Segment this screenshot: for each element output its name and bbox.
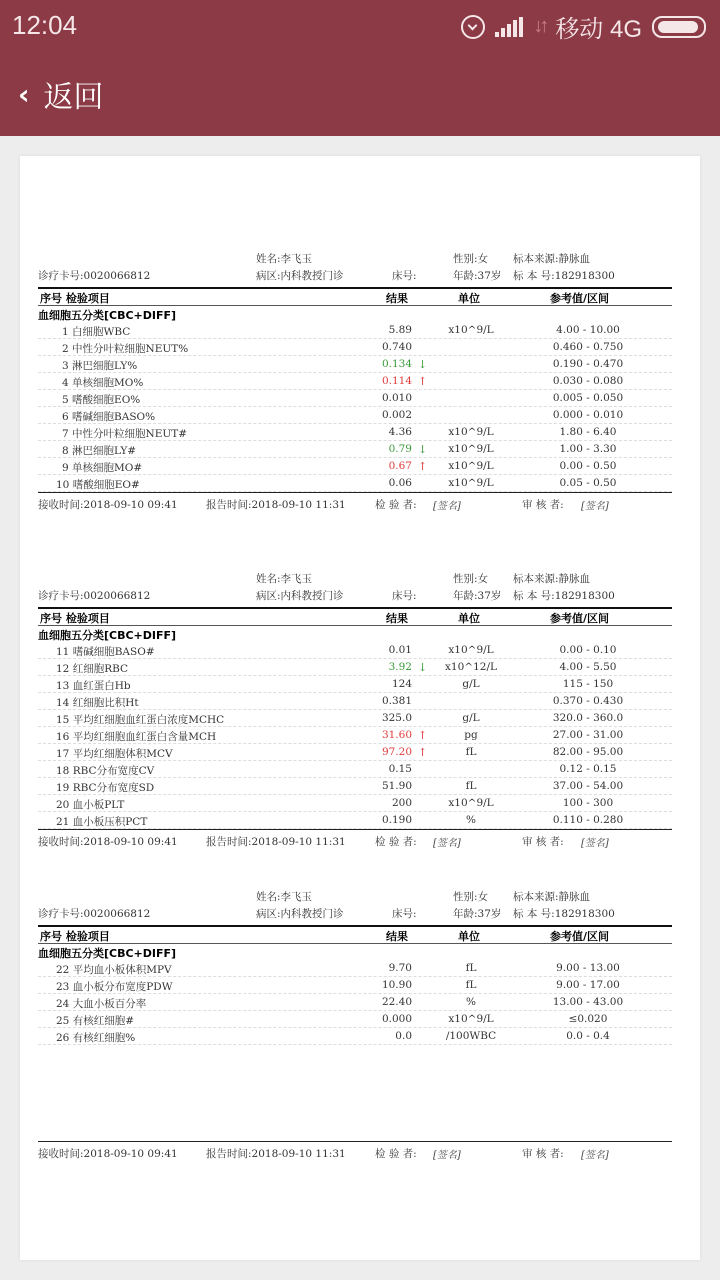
row-item [56,996,356,1011]
row-name: 血小板分布宽度PDW [72,981,173,993]
row-result: 0.000 [381,1013,412,1025]
reviewer-signature: [签名] [581,501,609,512]
specimen-number: 标 本 号:182918300 [513,908,615,920]
row-number: 4 [62,377,69,389]
row-item [62,392,362,407]
row-unit: g/L [462,712,480,724]
ward: 病区:内科教授门诊 [256,908,344,920]
row-item [56,661,356,676]
specimen-source: 标本来源:静脉血 [513,253,591,265]
table-row [38,390,672,407]
row-number: 15 [56,714,70,726]
table-row [38,373,672,390]
report-footer [38,1142,672,1162]
nav-bar [0,50,720,136]
table-row [38,761,672,778]
bed-number: 床号: [392,590,417,602]
tester-signature: [签名] [433,501,461,512]
table-row [38,676,672,693]
group-title: 血细胞五分类[CBC+DIFF] [38,947,177,960]
row-reference: 115 - 150 [562,678,614,690]
row-number: 23 [56,981,70,993]
row-name: 有核红细胞# [72,1015,135,1027]
bed-number: 床号: [392,908,417,920]
row-result: 325.0 [381,712,412,724]
row-item [56,695,356,710]
report-time: 报告时间:2018-09-10 11:31 [206,836,346,848]
row-item [56,678,356,693]
table-row [38,710,672,727]
data-arrows-icon: ↓↑ [533,15,546,37]
row-unit: fL [465,962,477,974]
row-number: 12 [56,663,70,675]
report-time: 报告时间:2018-09-10 11:31 [206,1148,346,1160]
row-result: 0.002 [381,409,412,421]
report-time: 报告时间:2018-09-10 11:31 [206,499,346,511]
result-rows [38,642,672,829]
row-number: 5 [62,394,69,406]
row-unit: /100WBC [445,1030,497,1042]
report-footer [38,830,672,850]
row-number: 11 [56,646,70,658]
arrow-up-icon: ↑ [418,746,428,759]
col-item: 序号 检验项目 [40,930,110,943]
row-name: RBC分布宽度CV [72,765,155,777]
arrow-down-icon: ↓ [418,358,428,371]
row-name: 嗜酸细胞EO% [72,394,141,406]
col-item: 序号 检验项目 [40,292,110,305]
row-item [56,979,356,994]
card-number: 诊疗卡号:0020066812 [38,590,151,602]
table-row [38,475,672,492]
table-row [38,1028,672,1045]
row-number: 1 [62,326,69,338]
row-item [62,324,362,339]
row-item [56,797,356,812]
row-reference: 82.00 - 95.00 [552,746,624,758]
specimen-number: 标 本 号:182918300 [513,590,615,602]
group-title: 血细胞五分类[CBC+DIFF] [38,309,177,322]
row-result: 0.06 [388,477,412,489]
card-number: 诊疗卡号:0020066812 [38,908,151,920]
patient-gender: 性别:女 [453,253,489,265]
col-unit: 单位 [458,930,480,943]
table-row [38,458,672,475]
row-name: 嗜碱细胞BASO% [72,411,156,423]
patient-header [38,571,672,607]
table-row [38,424,672,441]
row-number: 24 [56,998,70,1010]
ward: 病区:内科教授门诊 [256,270,344,282]
col-unit: 单位 [458,612,480,625]
patient-name: 姓名:李飞玉 [256,891,313,903]
patient-header [38,889,672,925]
arrow-up-icon: ↑ [418,460,428,473]
table-row [38,693,672,710]
reviewer-signature: [签名] [581,838,609,849]
report-footer [38,493,672,513]
row-result: 3.92 [388,661,412,673]
row-number: 19 [56,782,70,794]
row-reference: 0.00 - 0.50 [559,460,617,472]
patient-age: 年龄:37岁 [453,590,502,602]
row-item [62,409,362,424]
row-result: 0.67 [388,460,412,472]
row-item [56,962,356,977]
ward: 病区:内科教授门诊 [256,590,344,602]
row-result: 0.134 [381,358,412,370]
row-name: 淋巴细胞LY% [72,360,138,372]
row-unit: x10^9/L [448,797,494,809]
row-name: 平均红细胞血红蛋白含量MCH [72,731,217,743]
row-result: 5.89 [388,324,412,336]
row-reference: 1.00 - 3.30 [559,443,617,455]
table-row [38,778,672,795]
table-row [38,356,672,373]
table-row [38,812,672,829]
row-item [62,375,362,390]
tester-signature: [签名] [433,1150,461,1161]
row-result: 124 [391,678,412,690]
row-result: 97.20 [381,746,412,758]
arrow-up-icon: ↑ [418,375,428,388]
arrow-down-icon: ↓ [418,443,428,456]
tester-label: 检 验 者: [375,499,417,511]
table-row [38,727,672,744]
table-row [38,642,672,659]
row-item [62,443,362,458]
row-result: 4.36 [388,426,412,438]
reviewer-signature: [签名] [581,1150,609,1161]
row-item [56,644,356,659]
row-unit: x10^9/L [448,477,494,489]
row-number: 3 [62,360,69,372]
row-reference: 0.000 - 0.010 [552,409,624,421]
row-item [56,746,356,761]
row-result: 0.0 [395,1030,412,1042]
back-button[interactable] [18,72,104,116]
row-reference: 9.00 - 13.00 [556,962,620,974]
row-result: 10.90 [381,979,412,991]
row-reference: 1.80 - 6.40 [559,426,617,438]
row-number: 7 [62,428,69,440]
row-name: 平均红细胞体积MCV [72,748,173,760]
row-reference: 0.190 - 0.470 [552,358,624,370]
table-row [38,744,672,761]
row-unit: x10^9/L [448,460,494,472]
row-unit: fL [465,746,477,758]
table-header [38,289,672,306]
row-unit: x10^9/L [448,324,494,336]
row-item [62,426,362,441]
row-reference: 0.110 - 0.280 [552,814,624,826]
table-row [38,795,672,812]
table-header [38,609,672,626]
row-name: 血小板压积PCT [72,816,148,828]
row-reference: 0.005 - 0.050 [552,392,624,404]
row-name: 单核细胞MO# [72,462,143,474]
row-unit: x10^12/L [445,661,497,673]
row-name: RBC分布宽度SD [72,782,155,794]
row-result: 31.60 [381,729,412,741]
specimen-number: 标 本 号:182918300 [513,270,615,282]
table-row [38,659,672,676]
alarm-icon [461,15,485,39]
col-reference: 参考值/区间 [550,612,610,625]
row-item [62,460,362,475]
row-reference: ≤0.020 [568,1013,608,1025]
bed-number: 床号: [392,270,417,282]
table-row [38,339,672,356]
row-name: 中性分叶粒细胞NEUT# [72,428,188,440]
row-item [56,814,356,829]
row-number: 10 [56,479,70,491]
row-result: 0.15 [388,763,412,775]
row-name: 红细胞RBC [72,663,129,675]
row-number: 17 [56,748,70,760]
row-name: 单核细胞MO% [72,377,144,389]
row-item [56,729,356,744]
reviewer-label: 审 核 者: [522,836,564,848]
row-unit: x10^9/L [448,1013,494,1025]
row-number: 21 [56,816,70,828]
table-row [38,994,672,1011]
row-reference: 9.00 - 17.00 [556,979,620,991]
row-result: 0.01 [388,644,412,656]
row-number: 14 [56,697,70,709]
patient-age: 年龄:37岁 [453,908,502,920]
tester-label: 检 验 者: [375,1148,417,1160]
row-reference: 0.460 - 0.750 [552,341,624,353]
received-time: 接收时间:2018-09-10 09:41 [38,836,178,848]
chevron-left-icon: ‹ [18,77,30,111]
row-item [56,780,356,795]
col-unit: 单位 [458,292,480,305]
row-unit: x10^9/L [448,443,494,455]
row-item [56,1013,356,1028]
row-number: 9 [62,462,69,474]
row-unit: pg [464,729,478,741]
row-unit: x10^9/L [448,644,494,656]
row-unit: x10^9/L [448,426,494,438]
carrier-label: 移动 4G [555,16,642,43]
report-section [38,251,672,513]
row-name: 血小板PLT [72,799,125,811]
row-number: 22 [56,964,70,976]
col-result: 结果 [386,930,408,943]
row-result: 22.40 [381,996,412,1008]
specimen-source: 标本来源:静脉血 [513,573,591,585]
patient-gender: 性别:女 [453,891,489,903]
tester-signature: [签名] [433,838,461,849]
report-section [38,571,672,850]
row-reference: 0.370 - 0.430 [552,695,624,707]
status-time: 12:04 [12,10,78,40]
row-result: 0.79 [388,443,412,455]
row-item [56,477,356,492]
report-section [38,889,672,1162]
report-page[interactable] [20,156,700,1260]
group-title: 血细胞五分类[CBC+DIFF] [38,629,177,642]
col-result: 结果 [386,292,408,305]
specimen-source: 标本来源:静脉血 [513,891,591,903]
row-result: 200 [391,797,412,809]
row-reference: 0.12 - 0.15 [559,763,617,775]
table-row [38,441,672,458]
row-name: 淋巴细胞LY# [72,445,137,457]
row-number: 16 [56,731,70,743]
row-number: 18 [56,765,70,777]
card-number: 诊疗卡号:0020066812 [38,270,151,282]
row-number: 13 [56,680,70,692]
row-item [62,358,362,373]
table-header [38,927,672,944]
table-row [38,407,672,424]
row-result: 51.90 [381,780,412,792]
row-number: 20 [56,799,70,811]
patient-age: 年龄:37岁 [453,270,502,282]
row-number: 8 [62,445,69,457]
tester-label: 检 验 者: [375,836,417,848]
row-name: 红细胞比积Ht [72,697,139,709]
row-item [62,341,362,356]
table-row [38,977,672,994]
status-bar [0,0,720,50]
row-name: 嗜碱细胞BASO# [72,646,155,658]
reviewer-label: 审 核 者: [522,499,564,511]
row-reference: 0.030 - 0.080 [552,375,624,387]
result-rows [38,322,672,492]
col-reference: 参考值/区间 [550,292,610,305]
row-number: 6 [62,411,69,423]
row-name: 血红蛋白Hb [72,680,131,692]
row-name: 中性分叶粒细胞NEUT% [72,343,189,355]
result-rows [38,960,672,1045]
row-number: 26 [56,1032,70,1044]
row-item [56,1030,356,1045]
row-unit: % [466,996,476,1008]
row-number: 25 [56,1015,70,1027]
row-unit: g/L [462,678,480,690]
row-item [56,712,356,727]
col-reference: 参考值/区间 [550,930,610,943]
row-result: 0.740 [381,341,412,353]
table-row [38,960,672,977]
col-result: 结果 [386,612,408,625]
row-reference: 320.0 - 360.0 [552,712,624,724]
row-reference: 0.00 - 0.10 [559,644,617,656]
row-number: 2 [62,343,69,355]
table-row [38,1011,672,1028]
row-result: 0.010 [381,392,412,404]
patient-header [38,251,672,287]
row-reference: 4.00 - 10.00 [556,324,620,336]
reviewer-label: 审 核 者: [522,1148,564,1160]
row-item [56,763,356,778]
row-result: 9.70 [388,962,412,974]
row-reference: 4.00 - 5.50 [559,661,617,673]
received-time: 接收时间:2018-09-10 09:41 [38,499,178,511]
battery-icon [652,16,706,38]
row-result: 0.190 [381,814,412,826]
back-label: 返回 [43,80,104,115]
row-name: 平均血小板体积MPV [72,964,172,976]
row-result: 0.381 [381,695,412,707]
row-reference: 0.05 - 0.50 [559,477,617,489]
row-reference: 0.0 - 0.4 [566,1030,610,1042]
table-row [38,322,672,339]
row-reference: 37.00 - 54.00 [552,780,624,792]
row-name: 嗜酸细胞EO# [72,479,140,491]
patient-gender: 性别:女 [453,573,489,585]
row-name: 白细胞WBC [72,326,131,338]
row-unit: % [466,814,476,826]
arrow-down-icon: ↓ [418,661,428,674]
row-unit: fL [465,780,477,792]
row-name: 有核红细胞% [72,1032,136,1044]
col-item: 序号 检验项目 [40,612,110,625]
row-name: 平均红细胞血红蛋白浓度MCHC [72,714,225,726]
row-reference: 13.00 - 43.00 [552,996,624,1008]
row-reference: 27.00 - 31.00 [552,729,624,741]
signal-icon [495,17,523,37]
arrow-up-icon: ↑ [418,729,428,742]
row-unit: fL [465,979,477,991]
row-name: 大血小板百分率 [72,998,147,1010]
patient-name: 姓名:李飞玉 [256,573,313,585]
row-reference: 100 - 300 [562,797,614,809]
row-result: 0.114 [381,375,412,387]
patient-name: 姓名:李飞玉 [256,253,313,265]
received-time: 接收时间:2018-09-10 09:41 [38,1148,178,1160]
